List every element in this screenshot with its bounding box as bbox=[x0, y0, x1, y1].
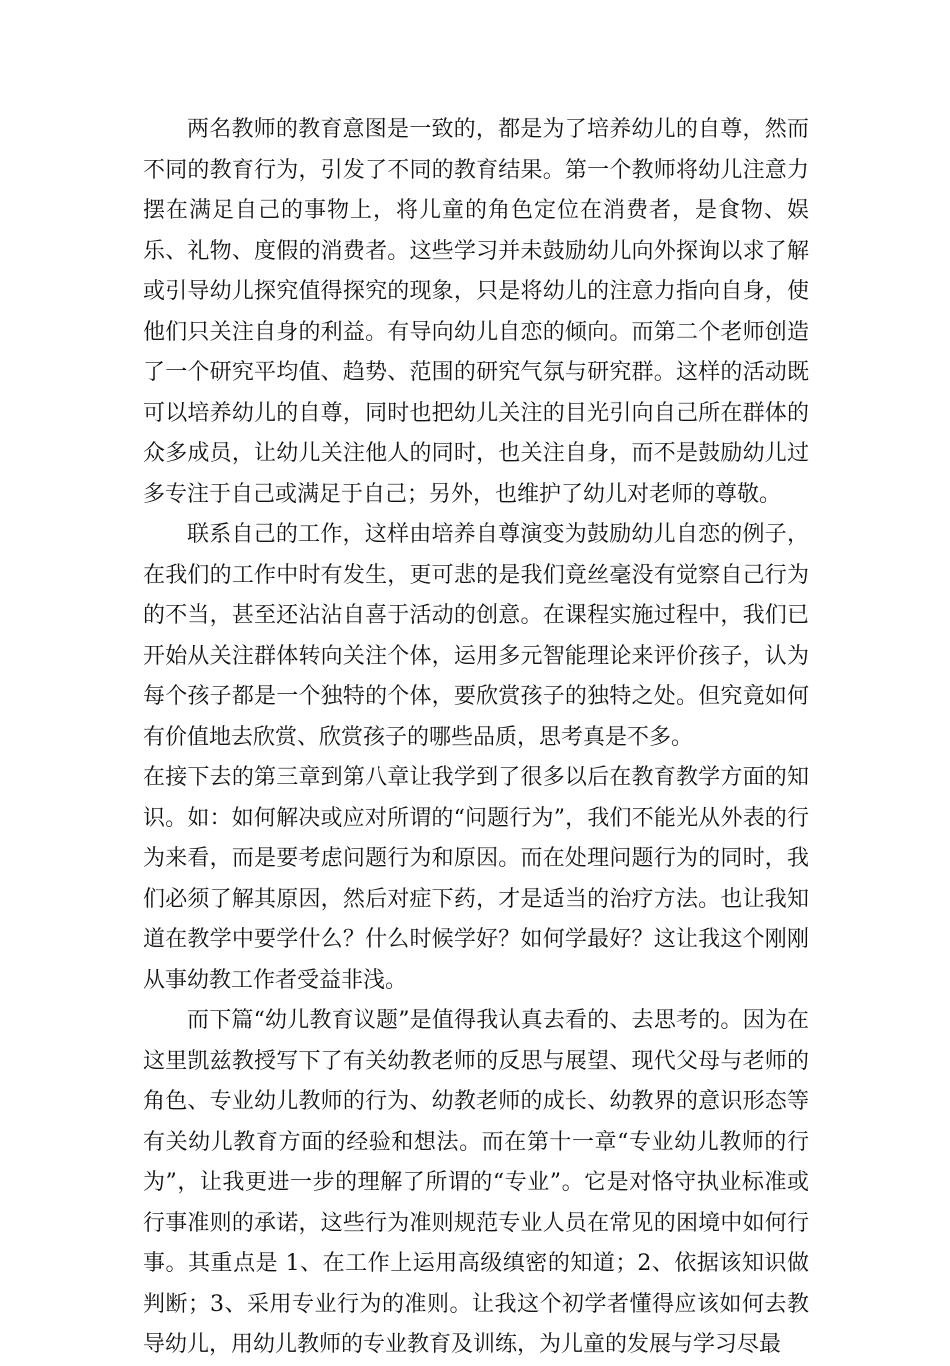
paragraph-1: 两名教师的教育意图是一致的，都是为了培养幼儿的自尊，然而不同的教育行为，引发了不同的教育结果。第一个教师将幼儿注意力摆在满足自己的事物上，将儿童的角色定位在消费者，是食物、娱乐、礼物、度假的消费者。这些学习并未鼓励幼儿向外探询以求了解或引导幼儿探究值得探究的现象，只是将幼儿的注意力指向自身，使他们只关注自身的利益。有导向幼儿自恋的倾向。而第二个老师创造了一个研究平均值、趋势、范围的研究气氛与研究群。这样的活动既可以培养幼儿的自尊，同时也把幼儿关注的目光引向自己所在群体的众多成员，让幼儿关注他人的同时，也关注自身，而不是鼓励幼儿过多专注于自己或满足于自己；另外，也维护了幼儿对老师的尊敬。 bbox=[143, 117, 809, 507]
document-body bbox=[143, 110, 809, 1366]
paragraph-3: 在接下去的第三章到第八章让我学到了很多以后在教育教学方面的知识。如：如何解决或应对所谓的“问题行为”，我们不能光从外表的行为来看，而是要考虑问题行为和原因。而在处理问题行为的同时，我们必须了解其原因，然后对症下药，才是适当的治疗方法。也让我知道在教学中要学什么？什么时候学好？如何学最好？这让我这个刚刚从事幼教工作者受益非浅。 bbox=[143, 765, 809, 993]
paragraph-2: 联系自己的工作，这样由培养自尊演变为鼓励幼儿自恋的例子，在我们的工作中时有发生，更可悲的是我们竟丝毫没有觉察自己行为的不当，甚至还沾沾自喜于活动的创意。在课程实施过程中，我们已开始从关注群体转向关注个体，运用多元智能理论来评价孩子，认为每个孩子都是一个独特的个体，要欣赏孩子的独特之处。但究竟如何有价值地去欣赏、欣赏孩子的哪些品质，思考真是不多。 bbox=[143, 522, 809, 750]
paragraph-4: 而下篇“幼儿教育议题”是值得我认真去看的、去思考的。因为在这里凯兹教授写下了有关幼教老师的反思与展望、现代父母与老师的角色、专业幼儿教师的行为、幼教老师的成长、幼教界的意识形态等有关幼儿教育方面的经验和想法。而在第十一章“专业幼儿教师的行为”，让我更进一步的理解了所谓的“专业”。它是对恪守执业标准或行事准则的承诺，这些行为准则规范专业人员在常见的困境中如何行事。其重点是 1、在工作上运用高级缜密的知道；2、依据该知识做判断；3、采用专业行为的准则。让我这个初学者懂得应该如何去教导幼儿，用幼儿教师的专业教育及训练，为儿童的发展与学习尽最 bbox=[143, 1008, 809, 1357]
